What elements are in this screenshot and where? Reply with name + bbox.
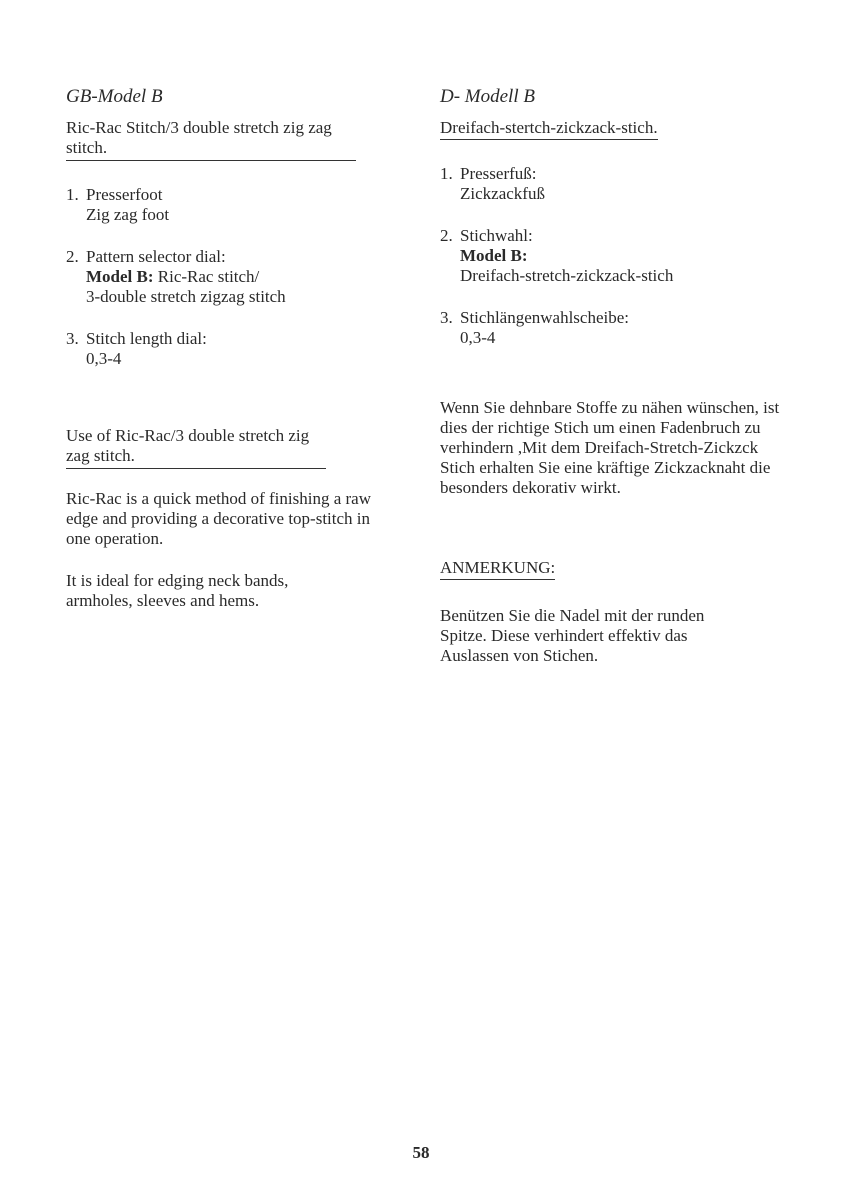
de-paragraph-1: Wenn Sie dehnbare Stoffe zu nähen wünschen, ist dies der richtige Stich um einen Fadenbruch zu verhindern ,Mit dem Dreifach-Stretch-Zickzck Stich erhalten Sie eine kräftige Zickzacknaht die besonders dekorativ wirkt. <box>440 398 780 497</box>
left-column <box>66 86 386 611</box>
gb-title: Ric-Rac Stitch/3 double stretch zig zag stitch. <box>66 118 356 161</box>
gb-item-1: 1. Presserfoot Zig zag foot <box>66 185 170 224</box>
gb-heading: GB-Model B <box>66 86 163 107</box>
de-heading: D- Modell B <box>440 86 535 107</box>
gb-item-2: 2. Pattern selector dial: Model B: Ric-Rac stitch/ 3-double stretch zigzag stitch <box>66 247 286 306</box>
de-item-1: 1. Presserfuß: Zickzackfuß <box>440 164 545 203</box>
right-column <box>440 86 800 666</box>
gb-paragraph-1: Ric-Rac is a quick method of finishing a raw edge and providing a decorative top-stitch in one operation. <box>66 489 371 548</box>
de-note-text: Benützen Sie die Nadel mit der runden Spitze. Diese verhindert effektiv das Auslassen von Stichen. <box>440 606 705 665</box>
page-number: 58 <box>412 1143 430 1162</box>
de-item-3: 3. Stichlängenwahlscheibe: 0,3-4 <box>440 308 630 347</box>
de-item-2: 2. Stichwahl: Model B: Dreifach-stretch-zickzack-stich <box>440 226 674 285</box>
gb-item-3: 3. Stitch length dial: 0,3-4 <box>66 329 207 368</box>
de-note-title: ANMERKUNG: <box>440 558 555 580</box>
gb-use-title: Use of Ric-Rac/3 double stretch zig zag stitch. <box>66 426 326 469</box>
gb-paragraph-2: It is ideal for edging neck bands, armholes, sleeves and hems. <box>66 571 289 610</box>
de-title: Dreifach-stertch-zickzack-stich. <box>440 118 658 140</box>
